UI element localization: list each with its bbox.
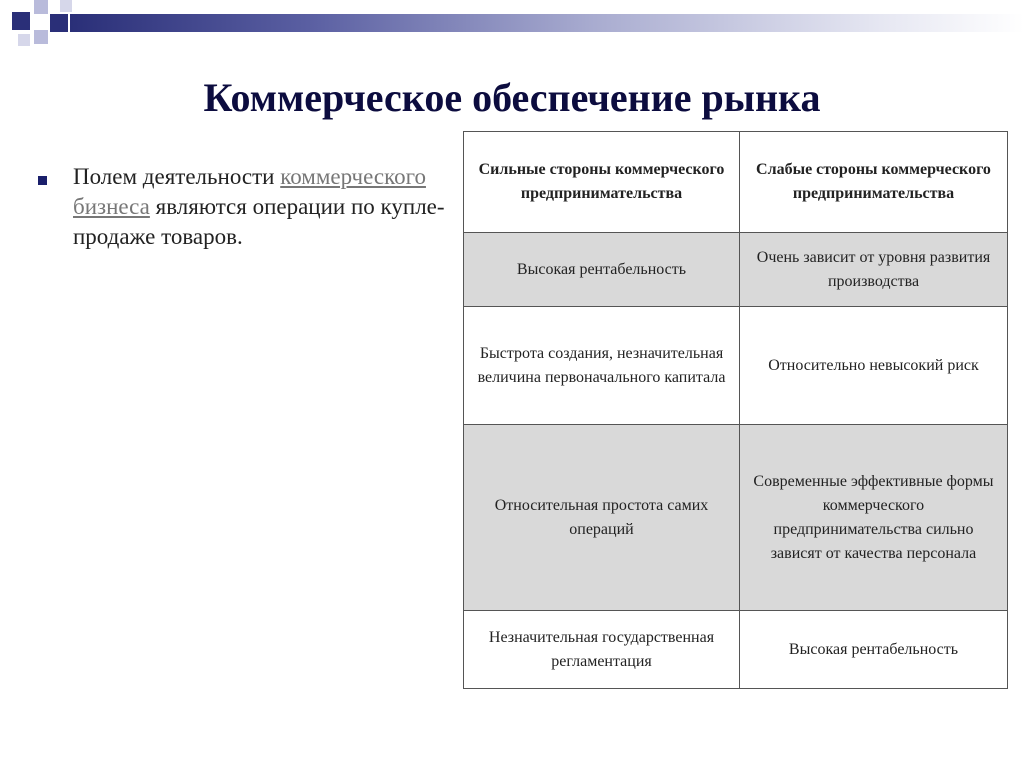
decorative-square: [34, 30, 48, 44]
decorative-square: [12, 12, 30, 30]
commercial-business-link[interactable]: коммерческого бизнеса: [73, 164, 426, 219]
bullet-text-end: являются операции по купле-продаже товаров.: [73, 194, 445, 249]
decorative-square: [60, 0, 72, 12]
slide-title: Коммерческое обеспечение рынка: [203, 75, 821, 120]
header-weaknesses: Слабые стороны коммерческого предпринимательства: [740, 132, 1008, 233]
decorative-header-bar: [0, 0, 1024, 48]
bullet-text-start: Полем деятельности: [73, 164, 281, 189]
bullet-item: [38, 162, 468, 252]
bullet-text: [73, 162, 468, 252]
table-row: [464, 611, 1008, 689]
table-cell: Очень зависит от уровня развития производства: [740, 233, 1008, 307]
table-row: [464, 233, 1008, 307]
decorative-square: [34, 0, 48, 14]
decorative-square: [18, 34, 30, 46]
decorative-square: [50, 14, 68, 32]
table-cell: Высокая рентабельность: [464, 233, 740, 307]
table-cell: Высокая рентабельность: [740, 611, 1008, 689]
header-gradient-stripe: [70, 14, 1024, 32]
table-header-row: [464, 132, 1008, 233]
table-row: [464, 307, 1008, 425]
table-cell: Относительная простота самих операций: [464, 425, 740, 611]
table-cell: Незначительная государственная регламентация: [464, 611, 740, 689]
swot-table: [463, 131, 1008, 689]
table-row: [464, 425, 1008, 611]
table-cell: Относительно невысокий риск: [740, 307, 1008, 425]
square-bullet-icon: [38, 176, 47, 185]
table-cell: Современные эффективные формы коммерческого предпринимательства сильно зависят от качества персонала: [740, 425, 1008, 611]
table-cell: Быстрота создания, незначительная величина первоначального капитала: [464, 307, 740, 425]
header-strengths: Сильные стороны коммерческого предпринимательства: [464, 132, 740, 233]
